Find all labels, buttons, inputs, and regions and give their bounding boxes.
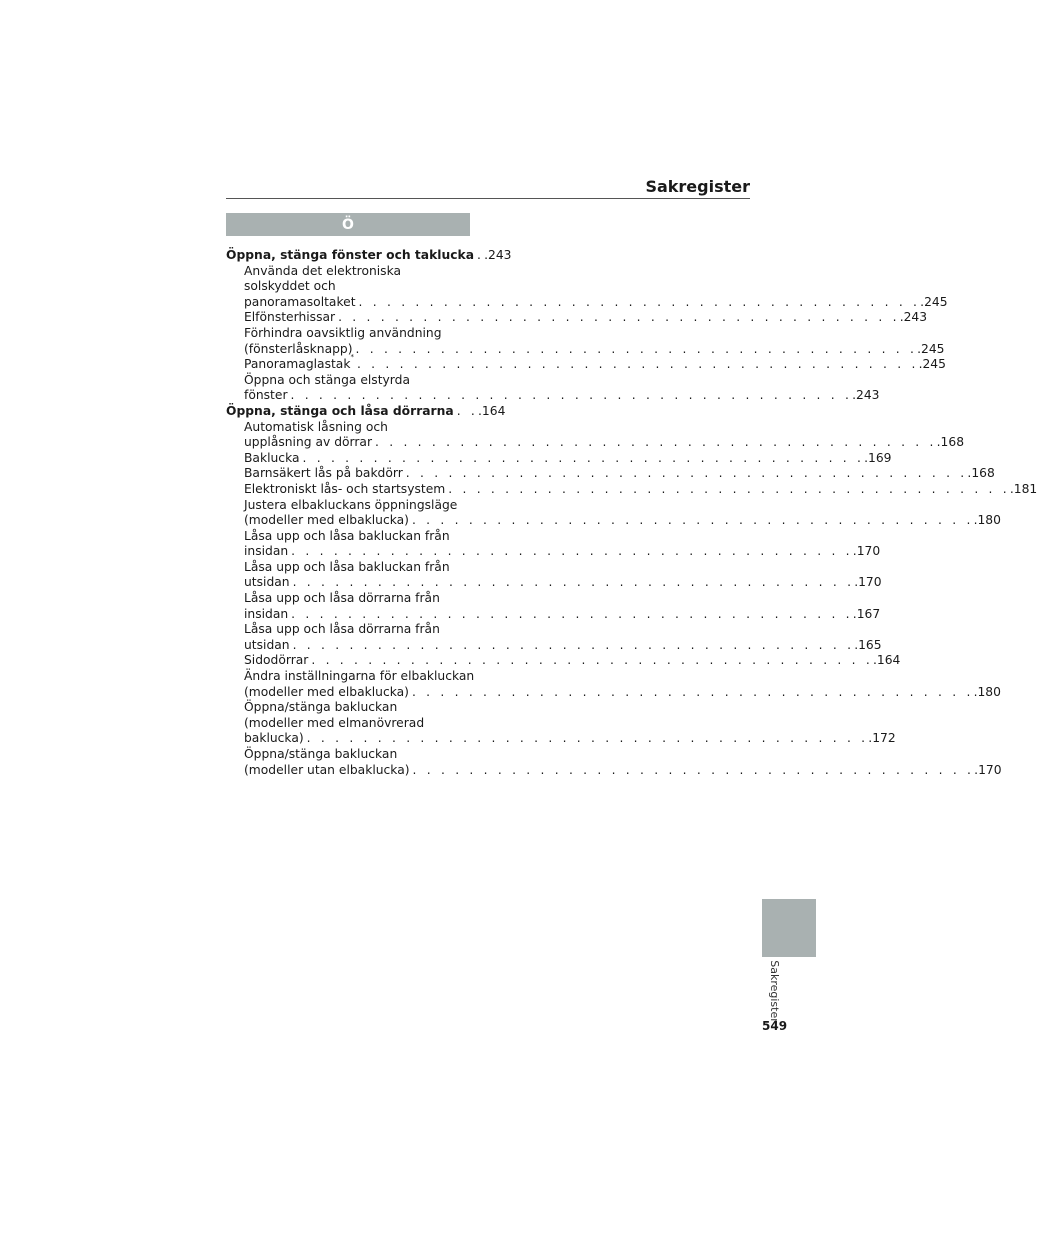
leader-dots: . . . . . . . . . . . . . . . . . . . . . . . . . . . . . . . . . . . . . . . . [302, 450, 865, 465]
index-sub-entry [226, 310, 928, 326]
leader-dots: . . . . . . . . . . . . . . . . . . . . . . . . . . . . . . . . . . . . . . . . [412, 762, 975, 777]
section-letter: Ö [342, 216, 354, 233]
leader-dots: . . . . . . . . . . . . . . . . . . . . . . . . . . . . . . . . . . . . . . . . [411, 513, 974, 528]
leader-dots: . . [456, 403, 479, 418]
index-entry-text: Förhindra oavsiktlig användning [244, 325, 442, 340]
index-page-ref: .245 [920, 294, 948, 309]
index-sub-entry [226, 575, 882, 591]
index-entry-text: Sidodörrar [244, 653, 309, 668]
leader-dots: . [477, 248, 485, 262]
index-page-ref: .170 [854, 575, 882, 590]
index-entry-text: Låsa upp och låsa bakluckan från [244, 528, 450, 543]
index-entry-text: panoramasoltaket [244, 294, 356, 309]
side-thumb-tab [762, 899, 816, 957]
index-sub-entry [226, 653, 901, 669]
leader-dots: . . . . . . . . . . . . . . . . . . . . . . . . . . . . . . . . . . . . . . . . [292, 637, 855, 652]
index-sub-entry [226, 341, 945, 358]
leader-dots: . . . . . . . . . . . . . . . . . . . . . . . . . . . . . . . . . . . . . . . . [291, 544, 853, 559]
index-entry-text: utsidan [244, 575, 290, 590]
leader-dots: . . . . . . . . . . . . . . . . . . . . . . . . . . . . . . . . . . . . . . . . [306, 731, 869, 746]
index-sub-entry [226, 294, 948, 311]
index-page-ref: .245 [918, 357, 946, 372]
leader-dots: . . . . . . . . . . . . . . . . . . . . . . . . . . . . . . . . . . . . . . . . [356, 357, 919, 372]
side-tab-label [762, 960, 786, 1022]
index-sub-entry [226, 560, 470, 576]
leader-dots: . . . . . . . . . . . . . . . . . . . . . . . . . . . . . . . . . . . . . . . . [291, 606, 853, 621]
index-page-ref: .168 [967, 466, 995, 481]
footnote-marker: * [350, 353, 354, 362]
index-page-ref: .164 [872, 653, 901, 668]
index-page-ref: .243 [852, 388, 880, 403]
page-number: 549 [762, 1019, 788, 1033]
leader-dots: . . . . . . . . . . . . . . . . . . . . . . . . . . . . . . . . . . . . . . . . [355, 341, 918, 356]
leader-dots: . . . . . . . . . . . . . . . . . . . . . . . . . . . . . . . . . . . . . . . . [292, 575, 855, 590]
index-entry-text: (modeller med elmanövrerad [244, 715, 425, 730]
index-sub-entry [226, 591, 470, 607]
index-entry-text: upplåsning av dörrar [244, 435, 373, 450]
index-page-ref: .245 [917, 341, 945, 356]
index-sub-entry [226, 762, 1002, 779]
index-entry-text: Använda det elektroniska [244, 263, 402, 278]
leader-dots: . . . . . . . . . . . . . . . . . . . . . . . . . . . . . . . . . . . . . . . . [358, 294, 921, 309]
index-entry-text: Öppna/stänga bakluckan [244, 700, 398, 715]
index-entry-text: (modeller utan elbaklucka) [244, 762, 410, 777]
index-sub-entry [226, 622, 470, 638]
section-letter-bar [226, 213, 470, 236]
index-sub-entry [226, 544, 881, 560]
index-sub-entry [226, 373, 470, 389]
index-sub-entry [226, 326, 470, 342]
index-entry-text: baklucka) [244, 731, 304, 746]
leader-dots: . . . . . . . . . . . . . . . . . . . . . . . . . . . . . . . . . . . . . . . . [405, 466, 968, 481]
index-entry-text: Automatisk låsning och [244, 419, 388, 434]
index-entry-text: Låsa upp och låsa bakluckan från [244, 559, 450, 574]
index-entry-text: Panoramaglastak [244, 357, 351, 372]
index-page-ref: .243 [484, 248, 512, 262]
index-sub-entry [226, 684, 1001, 701]
leader-dots: . . . . . . . . . . . . . . . . . . . . . . . . . . . . . . . . . . . . . . . . [290, 388, 853, 403]
index-entry-text: fönster [244, 388, 288, 403]
index-entry-text: insidan [244, 544, 289, 559]
index-page-ref: .167 [852, 606, 881, 621]
index-entry-text: Baklucka [244, 450, 300, 465]
index-sub-entry [226, 637, 882, 654]
index-entry-text: Elfönsterhissar [244, 310, 336, 325]
index-sub-entry [226, 466, 995, 482]
index-page-ref: .164 [478, 403, 506, 418]
index-sub-entry [226, 513, 1001, 529]
index-main-entry [226, 403, 506, 420]
leader-dots: . . . . . . . . . . . . . . . . . . . . . . . . . . . . . . . . . . . . . . . . [411, 684, 974, 699]
index-sub-entry [226, 264, 470, 280]
index-sub-entry [226, 606, 881, 623]
index-sub-entry [226, 529, 470, 545]
index-page-ref: .168 [936, 435, 965, 450]
index-page-ref: .169 [864, 450, 892, 465]
index-page-ref: .172 [868, 731, 896, 746]
side-tab-label-text: Sakregister [767, 959, 781, 1023]
index-sub-entry [226, 450, 892, 467]
index-entry-text: Öppna, stänga fönster och taklucka [226, 248, 474, 262]
index-sub-entry [226, 700, 470, 716]
index-page-ref: .180 [973, 513, 1001, 528]
index-entry-text: (modeller med elbaklucka) [244, 513, 409, 528]
index-sub-entry [226, 435, 965, 451]
index-sub-entry [226, 716, 470, 732]
index-page-ref: .170 [974, 762, 1002, 777]
page-header-title: Sakregister [645, 177, 750, 196]
index-sub-entry [226, 669, 475, 685]
index-entry-text: Barnsäkert lås på bakdörr [244, 466, 403, 481]
index-entry-text: insidan [244, 606, 289, 621]
leader-dots: . . . . . . . . . . . . . . . . . . . . . . . . . . . . . . . . . . . . . . . . [375, 435, 937, 450]
index-sub-entry [226, 420, 470, 436]
index-entry-text: utsidan [244, 637, 290, 652]
index-entry-text: Låsa upp och låsa dörrarna från [244, 591, 440, 606]
header-divider [226, 198, 750, 199]
leader-dots: . . . . . . . . . . . . . . . . . . . . . . . . . . . . . . . . . . . . . . . . [338, 310, 900, 325]
index-entry-text: Låsa upp och låsa dörrarna från [244, 622, 440, 637]
index-sub-entry [226, 747, 470, 763]
index-sub-entry [226, 388, 880, 404]
index-page-ref: .170 [852, 544, 881, 559]
index-main-entry [226, 248, 512, 264]
index-page-ref: .243 [899, 310, 928, 325]
index-page-ref: .165 [854, 637, 882, 652]
leader-dots: . . . . . . . . . . . . . . . . . . . . . . . . . . . . . . . . . . . . . . . . [311, 653, 873, 668]
index-sub-entry [226, 353, 946, 373]
index-entry-text: (modeller med elbaklucka) [244, 684, 409, 699]
index-entry-text: Ändra inställningarna för elbakluckan [244, 669, 475, 684]
index-sub-entry [226, 279, 470, 295]
index-sub-entry [226, 498, 470, 514]
index-sub-entry [226, 731, 896, 747]
index-entry-text: solskyddet och [244, 279, 336, 294]
leader-dots: . . . . . . . . . . . . . . . . . . . . . . . . . . . . . . . . . . . . . . . . [448, 481, 1010, 496]
index-entry-text: Elektroniskt lås- och startsystem [244, 481, 446, 496]
index-list [226, 248, 1037, 778]
index-entry-text: Öppna/stänga bakluckan [244, 747, 398, 761]
index-entry-text: Öppna och stänga elstyrda [244, 372, 410, 387]
index-entry-text: Öppna, stänga och låsa dörrarna [226, 403, 454, 418]
index-entry-text: (fönsterlåsknapp) [244, 341, 353, 356]
index-sub-entry [226, 481, 1037, 498]
index-entry-text: Justera elbakluckans öppningsläge [244, 497, 458, 512]
index-page-ref: .180 [973, 684, 1001, 699]
index-page-ref: .181 [1009, 481, 1037, 496]
